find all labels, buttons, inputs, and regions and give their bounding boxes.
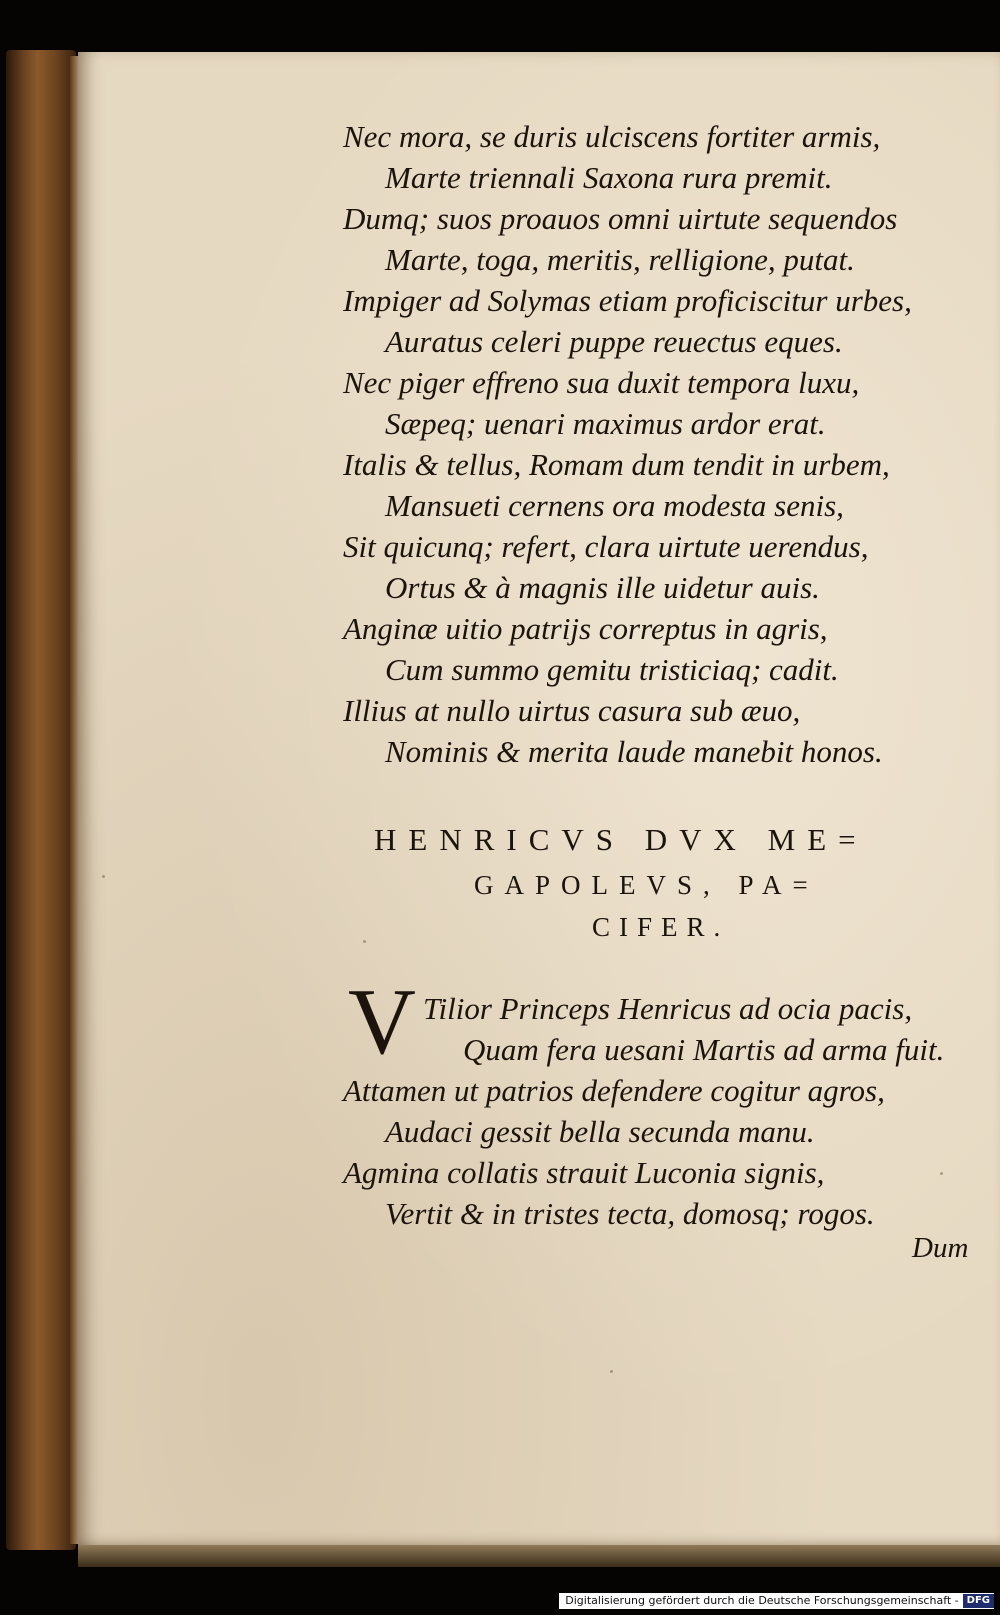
verse-line: Nec piger effreno sua duxit tempora luxu, [343,365,860,400]
dfg-logo-icon: DFG [963,1594,994,1608]
drop-cap-initial: V [348,970,416,1074]
paper-speck [610,1370,613,1373]
poem-bottom-stanza [343,988,963,1248]
verse-line: Audaci gessit bella secunda manu. [385,1114,815,1149]
verse-line: Italis & tellus, Romam dum tendit in urbem, [343,447,890,482]
verse-line: Attamen ut patrios defendere cogitur agros, [343,1073,885,1108]
poem-top-stanza [343,116,943,776]
verse-line: Ortus & à magnis ille uidetur auis. [385,570,820,605]
verse-line: Impiger ad Solymas etiam proficiscitur urbes, [343,283,912,318]
verse-line: Nec mora, se duris ulciscens fortiter armis, [343,119,881,154]
verse-line: Illius at nullo uirtus casura sub æuo, [343,693,801,728]
catchword: Dum [912,1232,969,1264]
book-spine [6,50,76,1550]
verse-line: Auratus celeri puppe reuectus eques. [385,324,843,359]
digitization-credit [559,1593,994,1609]
verse-line: Quam fera uesani Martis ad arma fuit. [463,1032,945,1067]
section-heading-line-3: CIFER. [592,912,730,942]
verse-line: Vertit & in tristes tecta, domosq; rogos. [385,1196,875,1231]
paper-speck [363,940,366,943]
verse-line: Dumq; suos proauos omni uirtute sequendos [343,201,898,236]
verse-line: Marte triennali Saxona rura premit. [385,160,833,195]
page-bottom-edge [78,1545,1000,1567]
verse-line: Anginæ uitio patrijs correptus in agris, [343,611,828,646]
verse-line: Marte, toga, meritis, relligione, putat. [385,242,855,277]
paper-speck [102,875,105,878]
verse-line: Nominis & merita laude manebit honos. [385,734,883,769]
verse-line: Sæpeq; uenari maximus ardor erat. [385,406,826,441]
verse-line: Mansueti cernens ora modesta senis, [385,488,844,523]
verse-line: Cum summo gemitu tristiciaq; cadit. [385,652,839,687]
section-heading-line-2: GAPOLEVS, PA= [474,870,819,900]
credit-text: Digitalisierung gefördert durch die Deutsche Forschungsgemeinschaft - [565,1594,959,1607]
section-heading-line-1: HENRICVS DVX ME= [374,822,868,857]
verse-line: Sit quicunq; refert, clara uirtute uerendus, [343,529,869,564]
verse-line: Agmina collatis strauit Luconia signis, [343,1155,825,1190]
verse-line: Tilior Princeps Henricus ad ocia pacis, [423,991,913,1026]
